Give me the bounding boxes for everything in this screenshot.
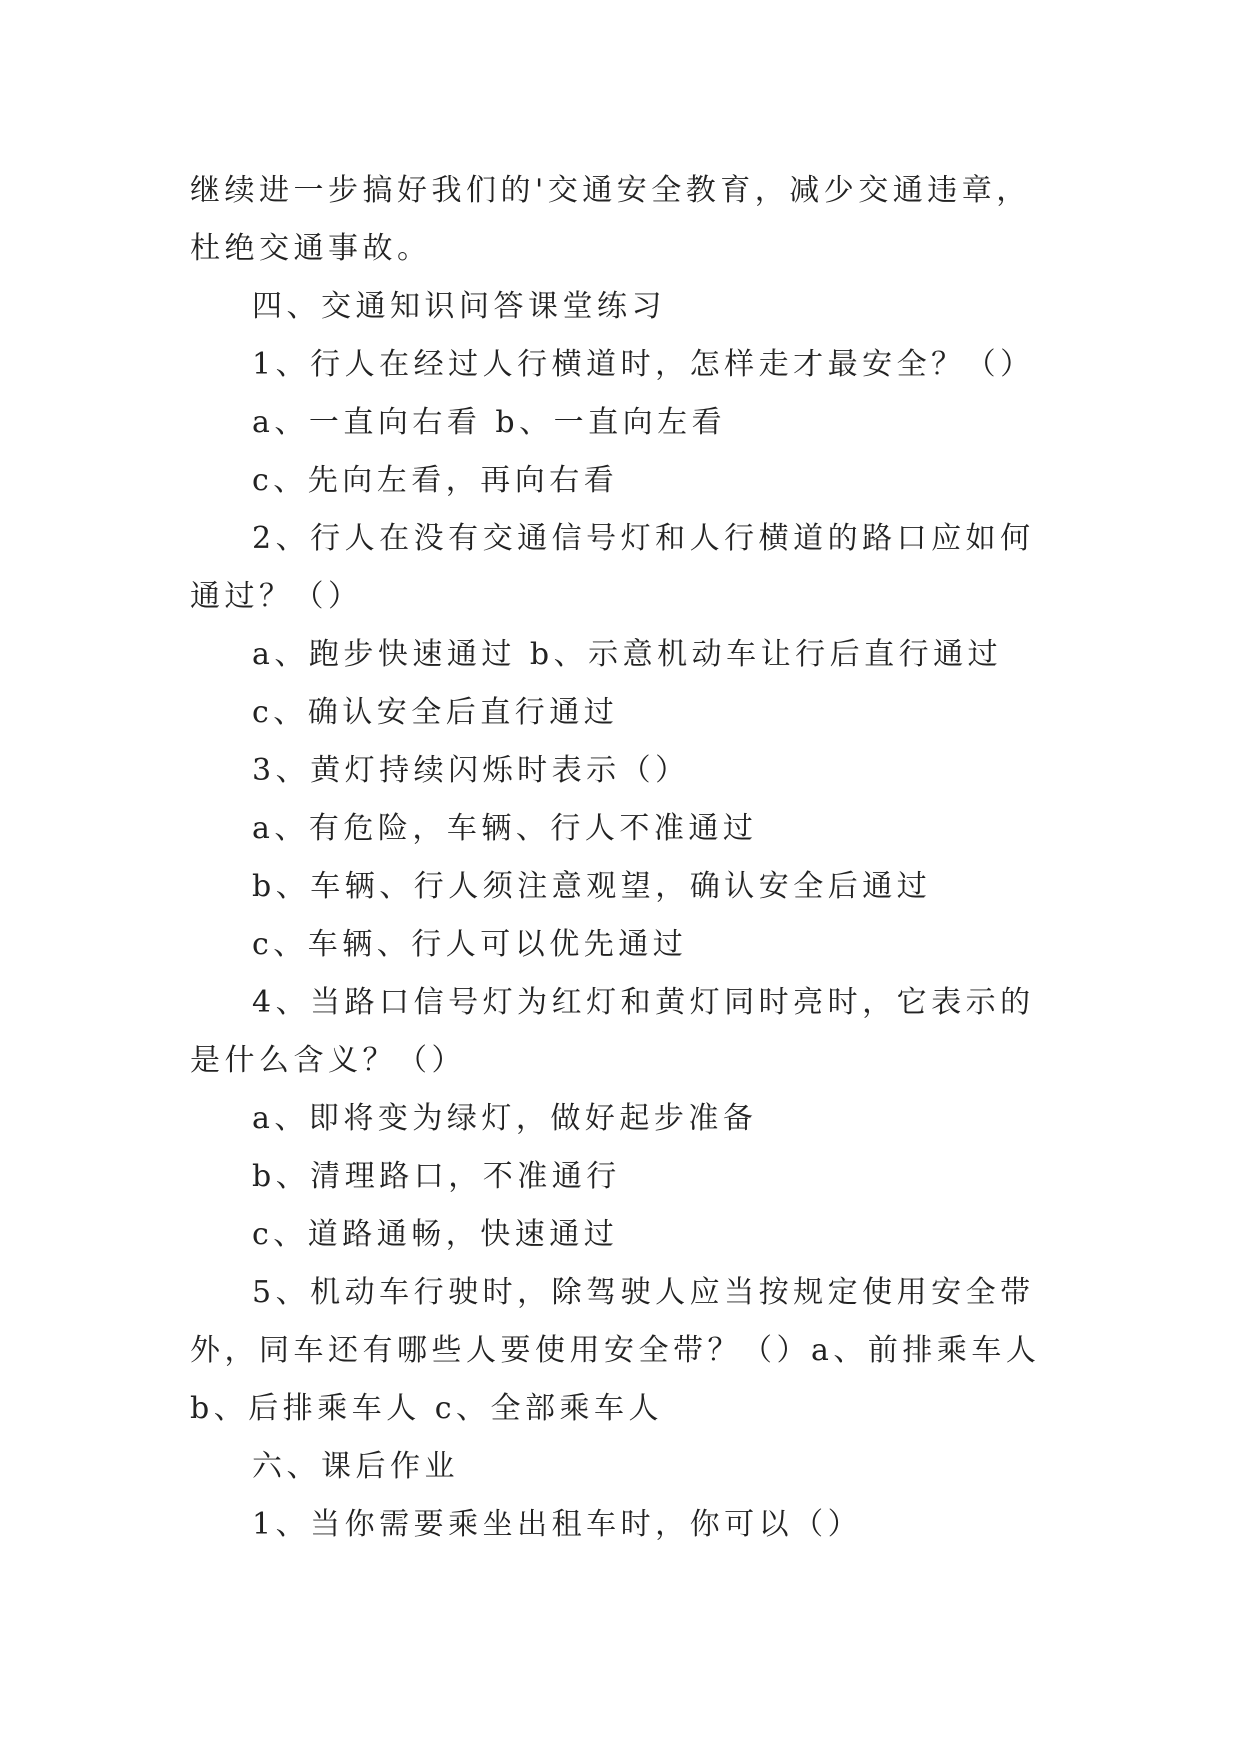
question-2-options-ab: a、跑步快速通过 b、示意机动车让行后直行通过 xyxy=(252,637,1003,672)
question-2-option-c: c、确认安全后直行通过 xyxy=(252,695,619,730)
question-4-option-b: b、清理路口，不准通行 xyxy=(252,1159,621,1194)
question-4-option-c: c、道路通畅，快速通过 xyxy=(252,1217,619,1252)
question-4-option-a: a、即将变为绿灯，做好起步准备 xyxy=(252,1101,758,1136)
question-3-option-b: b、车辆、行人须注意观望，确认安全后通过 xyxy=(252,869,932,904)
document-body xyxy=(190,162,1060,1554)
section-heading-homework: 六、课后作业 xyxy=(252,1449,459,1484)
question-3: 3、黄灯持续闪烁时表示（） xyxy=(252,753,690,788)
question-3-option-c: c、车辆、行人可以优先通过 xyxy=(252,927,688,962)
question-1-options-ab: a、一直向右看 b、一直向左看 xyxy=(252,405,727,440)
paragraph-intro-continuation: 继续进一步搞好我们的'交通安全教育，减少交通违章，杜绝交通事故。 xyxy=(190,173,1031,266)
question-5-with-options: 5、机动车行驶时，除驾驶人应当按规定使用安全带外，同车还有哪些人要使用安全带？（）a、前排乘车人 b、后排乘车人 c、全部乘车人 xyxy=(190,1275,1055,1426)
question-1: 1、行人在经过人行横道时，怎样走才最安全？（） xyxy=(252,347,1035,382)
question-4: 4、当路口信号灯为红灯和黄灯同时亮时，它表示的是什么含义？（） xyxy=(190,985,1035,1078)
question-1-option-c: c、先向左看，再向右看 xyxy=(252,463,619,498)
section-heading-quiz: 四、交通知识问答课堂练习 xyxy=(252,289,666,324)
question-3-option-a: a、有危险，车辆、行人不准通过 xyxy=(252,811,758,846)
question-2: 2、行人在没有交通信号灯和人行横道的路口应如何通过？（） xyxy=(190,521,1035,614)
homework-question-1: 1、当你需要乘坐出租车时，你可以（） xyxy=(252,1507,863,1542)
